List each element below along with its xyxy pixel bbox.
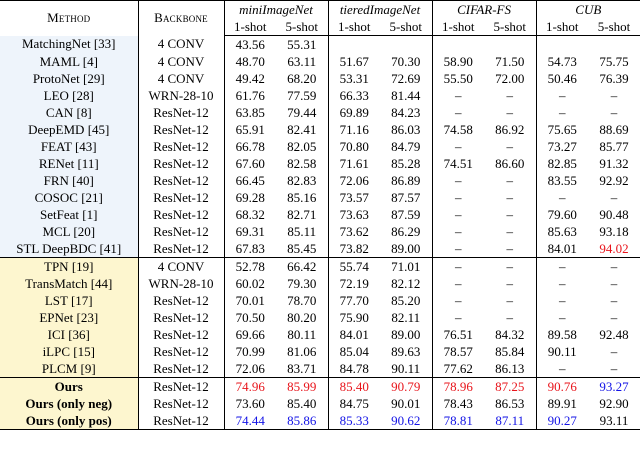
accuracy-cell: 67.83: [235, 240, 265, 256]
accuracy-cell: –: [506, 240, 514, 256]
dataset-header-cifarfs: CIFAR-FS: [432, 1, 536, 20]
backbone-cell: ResNet-12: [138, 104, 224, 121]
accuracy-cell: 70.50: [235, 309, 265, 325]
method-cell: STL DeepBDC [41]: [0, 240, 138, 258]
accuracy-cell: 92.48: [599, 326, 629, 342]
table-row: [0, 206, 640, 223]
accuracy-cell: 86.89: [391, 172, 421, 188]
accuracy-cell: 51.67: [328, 53, 380, 70]
accuracy-cell: –: [432, 138, 484, 155]
accuracy-cell: –: [610, 309, 618, 325]
accuracy-cell: 88.69: [599, 121, 629, 137]
accuracy-cell: 76.39: [599, 70, 629, 86]
backbone-cell: ResNet-12: [138, 378, 224, 396]
accuracy-cell: –: [506, 138, 514, 154]
accuracy-cell: –: [432, 309, 484, 326]
accuracy-cell: –: [610, 343, 618, 359]
accuracy-cell: 75.75: [599, 53, 629, 69]
accuracy-cell: –: [506, 206, 514, 222]
accuracy-cell: –: [432, 189, 484, 206]
method-cell: CAN [8]: [0, 104, 138, 121]
accuracy-cell: –: [610, 104, 618, 120]
backbone-cell: 4 CONV: [138, 53, 224, 70]
accuracy-cell: 66.78: [235, 138, 265, 154]
accuracy-cell: 85.63: [536, 223, 588, 240]
table-row: [0, 155, 640, 172]
accuracy-cell: 71.16: [328, 121, 380, 138]
accuracy-cell: 86.60: [495, 155, 525, 171]
accuracy-cell: 89.58: [536, 326, 588, 343]
accuracy-cell: 89.91: [536, 395, 588, 412]
accuracy-cell: –: [536, 258, 588, 276]
header-row-datasets: [0, 1, 640, 20]
accuracy-cell: 68.20: [287, 70, 317, 86]
accuracy-cell: 85.33: [328, 412, 380, 430]
method-cell: iLPC [15]: [0, 343, 138, 360]
method-cell: Ours (only neg): [0, 395, 138, 412]
accuracy-cell: –: [506, 172, 514, 188]
shot-header: 1-shot: [328, 19, 380, 36]
accuracy-cell: –: [536, 189, 588, 206]
backbone-cell: ResNet-12: [138, 292, 224, 309]
accuracy-cell: 75.90: [328, 309, 380, 326]
accuracy-cell: –: [432, 87, 484, 104]
accuracy-cell: 53.31: [328, 70, 380, 87]
accuracy-cell: 77.62: [432, 360, 484, 378]
backbone-cell: ResNet-12: [138, 155, 224, 172]
accuracy-cell: 85.99: [276, 378, 328, 396]
accuracy-cell: 77.70: [328, 292, 380, 309]
accuracy-cell: –: [484, 258, 536, 276]
accuracy-cell: 72.69: [391, 70, 421, 86]
accuracy-cell: –: [432, 275, 484, 292]
accuracy-cell: 82.58: [287, 155, 317, 171]
accuracy-cell: –: [610, 189, 618, 205]
accuracy-cell: 84.75: [328, 395, 380, 412]
accuracy-cell: 55.31: [287, 36, 317, 52]
accuracy-cell: 72.06: [235, 360, 265, 376]
accuracy-cell: 82.11: [391, 309, 421, 325]
accuracy-cell: 78.96: [432, 378, 484, 396]
accuracy-cell: 85.28: [391, 155, 421, 171]
accuracy-cell: –: [506, 87, 514, 103]
accuracy-cell: 82.05: [287, 138, 317, 154]
method-cell: LEO [28]: [0, 87, 138, 104]
shot-header: 1-shot: [432, 19, 484, 36]
accuracy-cell: 84.01: [328, 326, 380, 343]
accuracy-cell: 73.57: [328, 189, 380, 206]
backbone-cell: WRN-28-10: [138, 87, 224, 104]
accuracy-cell: 73.63: [328, 206, 380, 223]
method-cell: MatchingNet [33]: [0, 36, 138, 54]
table-row: [0, 172, 640, 189]
accuracy-cell: 67.60: [235, 155, 265, 171]
accuracy-cell: 89.63: [391, 343, 421, 359]
accuracy-cell: 63.85: [235, 104, 265, 120]
accuracy-cell: 92.92: [599, 172, 629, 188]
accuracy-cell: 71.50: [495, 53, 525, 69]
accuracy-cell: –: [610, 275, 618, 291]
accuracy-cell: 73.27: [536, 138, 588, 155]
accuracy-cell: 79.44: [287, 104, 317, 120]
accuracy-cell: 84.79: [391, 138, 421, 154]
accuracy-cell: 90.01: [391, 395, 421, 411]
backbone-cell: ResNet-12: [138, 172, 224, 189]
accuracy-cell: 80.11: [287, 326, 317, 342]
accuracy-cell: –: [506, 104, 514, 120]
accuracy-cell: [380, 36, 432, 54]
table-row: [0, 104, 640, 121]
accuracy-cell: 71.01: [380, 258, 432, 276]
accuracy-cell: 93.27: [588, 378, 640, 396]
accuracy-cell: 48.70: [235, 53, 265, 69]
accuracy-cell: 87.11: [484, 412, 536, 430]
accuracy-cell: –: [536, 275, 588, 292]
accuracy-cell: 86.92: [495, 121, 525, 137]
accuracy-cell: 61.76: [235, 87, 265, 103]
accuracy-cell: [588, 36, 640, 54]
accuracy-cell: 90.76: [536, 378, 588, 396]
accuracy-cell: [328, 36, 380, 54]
accuracy-cell: –: [610, 87, 618, 103]
method-cell: Ours (only pos): [0, 412, 138, 430]
accuracy-cell: 43.56: [235, 36, 265, 52]
accuracy-cell: –: [536, 309, 588, 326]
accuracy-cell: 89.00: [391, 240, 421, 256]
accuracy-cell: 83.71: [287, 360, 317, 376]
accuracy-cell: 82.83: [287, 172, 317, 188]
shot-header: 5-shot: [484, 19, 536, 36]
backbone-cell: 4 CONV: [138, 36, 224, 54]
accuracy-cell: 73.60: [235, 395, 265, 411]
accuracy-cell: 72.06: [328, 172, 380, 189]
accuracy-cell: 75.65: [536, 121, 588, 138]
accuracy-cell: 90.27: [536, 412, 588, 430]
accuracy-cell: 70.01: [235, 292, 265, 308]
accuracy-cell: 82.12: [391, 275, 421, 291]
accuracy-cell: 93.18: [599, 223, 629, 239]
accuracy-cell: –: [432, 104, 484, 121]
table-row: [0, 292, 640, 309]
accuracy-cell: 87.57: [391, 189, 421, 205]
method-cell: TPN [19]: [0, 258, 138, 276]
accuracy-cell: 69.31: [235, 223, 265, 239]
accuracy-cell: 70.80: [328, 138, 380, 155]
table-row: [0, 87, 640, 104]
shot-header: 5-shot: [588, 19, 640, 36]
accuracy-cell: –: [432, 172, 484, 189]
accuracy-cell: 49.42: [235, 70, 265, 86]
backbone-cell: ResNet-12: [138, 412, 224, 430]
accuracy-cell: 68.32: [235, 206, 265, 222]
dataset-header-miniimagenet: miniImageNet: [224, 1, 328, 20]
table-row: [0, 138, 640, 155]
method-cell: COSOC [21]: [0, 189, 138, 206]
table-row: [0, 189, 640, 206]
accuracy-cell: 87.59: [391, 206, 421, 222]
accuracy-cell: 87.25: [484, 378, 536, 396]
backbone-cell: ResNet-12: [138, 395, 224, 412]
backbone-cell: ResNet-12: [138, 240, 224, 258]
backbone-cell: ResNet-12: [138, 343, 224, 360]
table-row: [0, 275, 640, 292]
accuracy-cell: 76.51: [432, 326, 484, 343]
accuracy-cell: 74.44: [224, 412, 276, 430]
accuracy-cell: –: [536, 87, 588, 104]
accuracy-cell: 69.89: [328, 104, 380, 121]
accuracy-cell: [484, 36, 536, 54]
table-row: [0, 395, 640, 412]
accuracy-cell: 74.58: [432, 121, 484, 138]
backbone-column-header: Backbone: [138, 1, 224, 36]
accuracy-cell: 77.59: [287, 87, 317, 103]
accuracy-cell: –: [432, 206, 484, 223]
accuracy-cell: 94.02: [599, 240, 629, 256]
accuracy-cell: 85.11: [287, 223, 317, 239]
accuracy-cell: 84.23: [391, 104, 421, 120]
accuracy-cell: 70.99: [235, 343, 265, 359]
accuracy-cell: –: [506, 309, 514, 325]
accuracy-cell: 72.00: [495, 70, 525, 86]
accuracy-cell: 84.78: [328, 360, 380, 378]
backbone-cell: 4 CONV: [138, 258, 224, 276]
accuracy-cell: 85.77: [599, 138, 629, 154]
accuracy-cell: 86.53: [495, 395, 525, 411]
accuracy-cell: 79.30: [287, 275, 317, 291]
shot-header: 5-shot: [276, 19, 328, 36]
dataset-header-tieredimagenet: tieredImageNet: [328, 1, 432, 20]
method-cell: FEAT [43]: [0, 138, 138, 155]
accuracy-cell: 85.45: [287, 240, 317, 256]
accuracy-cell: 84.01: [536, 240, 588, 258]
backbone-cell: ResNet-12: [138, 138, 224, 155]
table-row: [0, 343, 640, 360]
accuracy-cell: 83.55: [536, 172, 588, 189]
accuracy-cell: 85.40: [287, 395, 317, 411]
method-cell: EPNet [23]: [0, 309, 138, 326]
accuracy-cell: –: [588, 258, 640, 276]
accuracy-cell: 90.79: [380, 378, 432, 396]
accuracy-cell: –: [536, 292, 588, 309]
accuracy-cell: 82.71: [287, 206, 317, 222]
accuracy-cell: –: [432, 258, 484, 276]
method-cell: LST [17]: [0, 292, 138, 309]
accuracy-cell: [536, 36, 588, 54]
table-row: [0, 121, 640, 138]
method-cell: DeepEMD [45]: [0, 121, 138, 138]
accuracy-cell: 91.32: [599, 155, 629, 171]
accuracy-cell: 78.43: [432, 395, 484, 412]
backbone-cell: ResNet-12: [138, 189, 224, 206]
accuracy-cell: 82.85: [536, 155, 588, 172]
accuracy-cell: 65.91: [235, 121, 265, 137]
accuracy-cell: 89.00: [391, 326, 421, 342]
method-cell: Ours: [0, 378, 138, 396]
accuracy-cell: 74.96: [224, 378, 276, 396]
accuracy-cell: 55.74: [328, 258, 380, 276]
table-row: [0, 240, 640, 258]
table-row: [0, 53, 640, 70]
backbone-cell: ResNet-12: [138, 121, 224, 138]
backbone-cell: ResNet-12: [138, 309, 224, 326]
accuracy-cell: 86.03: [391, 121, 421, 137]
accuracy-cell: –: [610, 360, 618, 376]
accuracy-cell: 82.41: [287, 121, 317, 137]
accuracy-cell: 71.61: [328, 155, 380, 172]
accuracy-cell: 81.06: [287, 343, 317, 359]
accuracy-cell: 90.48: [599, 206, 629, 222]
accuracy-cell: 50.46: [536, 70, 588, 87]
method-cell: FRN [40]: [0, 172, 138, 189]
accuracy-cell: 69.66: [235, 326, 265, 342]
accuracy-cell: 73.62: [328, 223, 380, 240]
accuracy-cell: 80.20: [287, 309, 317, 325]
accuracy-cell: 70.30: [391, 53, 421, 69]
backbone-cell: WRN-28-10: [138, 275, 224, 292]
accuracy-cell: 85.04: [328, 343, 380, 360]
table-row: [0, 326, 640, 343]
table-row: [0, 70, 640, 87]
table-row: [0, 309, 640, 326]
backbone-cell: 4 CONV: [138, 70, 224, 87]
accuracy-cell: 79.60: [536, 206, 588, 223]
accuracy-cell: 58.90: [432, 53, 484, 70]
method-cell: TransMatch [44]: [0, 275, 138, 292]
method-cell: RENet [11]: [0, 155, 138, 172]
accuracy-cell: –: [536, 360, 588, 378]
accuracy-cell: 69.28: [235, 189, 265, 205]
accuracy-cell: –: [432, 223, 484, 240]
dataset-header-cub: CUB: [536, 1, 640, 20]
accuracy-cell: 66.42: [276, 258, 328, 276]
shot-header: 1-shot: [224, 19, 276, 36]
table-row: [0, 378, 640, 396]
accuracy-cell: 74.51: [432, 155, 484, 172]
backbone-cell: ResNet-12: [138, 223, 224, 240]
accuracy-cell: 92.90: [599, 395, 629, 411]
table-row: [0, 258, 640, 276]
accuracy-cell: 90.11: [536, 343, 588, 360]
accuracy-cell: –: [506, 275, 514, 291]
accuracy-cell: 85.16: [287, 189, 317, 205]
accuracy-cell: –: [536, 104, 588, 121]
table-row: [0, 223, 640, 240]
accuracy-cell: 78.57: [432, 343, 484, 360]
accuracy-cell: 54.73: [536, 53, 588, 70]
accuracy-cell: 72.19: [328, 275, 380, 292]
method-cell: ICI [36]: [0, 326, 138, 343]
method-cell: MCL [20]: [0, 223, 138, 240]
accuracy-cell: [432, 36, 484, 54]
accuracy-cell: –: [610, 292, 618, 308]
accuracy-cell: 86.29: [391, 223, 421, 239]
table-row: [0, 360, 640, 378]
accuracy-cell: 85.40: [328, 378, 380, 396]
accuracy-cell: 93.11: [588, 412, 640, 430]
backbone-cell: ResNet-12: [138, 326, 224, 343]
accuracy-cell: –: [506, 189, 514, 205]
method-cell: SetFeat [1]: [0, 206, 138, 223]
backbone-cell: ResNet-12: [138, 360, 224, 378]
accuracy-cell: 60.02: [235, 275, 265, 291]
accuracy-cell: 84.32: [495, 326, 525, 342]
accuracy-cell: 73.82: [328, 240, 380, 258]
accuracy-cell: 63.11: [287, 53, 317, 69]
accuracy-cell: 55.50: [432, 70, 484, 87]
accuracy-cell: –: [432, 292, 484, 309]
accuracy-cell: 86.13: [495, 360, 525, 376]
accuracy-cell: –: [506, 292, 514, 308]
accuracy-cell: 66.33: [328, 87, 380, 104]
table-row: [0, 412, 640, 430]
accuracy-cell: 78.70: [287, 292, 317, 308]
table-body: [0, 36, 640, 430]
backbone-cell: ResNet-12: [138, 206, 224, 223]
accuracy-cell: 90.11: [391, 360, 421, 376]
accuracy-cell: 85.20: [391, 292, 421, 308]
method-column-header: Method: [0, 1, 138, 36]
accuracy-cell: 81.44: [391, 87, 421, 103]
method-cell: ProtoNet [29]: [0, 70, 138, 87]
accuracy-cell: 78.81: [432, 412, 484, 430]
shot-header: 1-shot: [536, 19, 588, 36]
accuracy-cell: 85.84: [495, 343, 525, 359]
accuracy-cell: –: [506, 223, 514, 239]
accuracy-cell: –: [432, 240, 484, 258]
accuracy-cell: 90.62: [380, 412, 432, 430]
accuracy-cell: 85.86: [276, 412, 328, 430]
method-cell: MAML [4]: [0, 53, 138, 70]
table-row: [0, 36, 640, 54]
accuracy-cell: 52.78: [224, 258, 276, 276]
method-cell: PLCM [9]: [0, 360, 138, 378]
shot-header: 5-shot: [380, 19, 432, 36]
accuracy-cell: 66.45: [235, 172, 265, 188]
